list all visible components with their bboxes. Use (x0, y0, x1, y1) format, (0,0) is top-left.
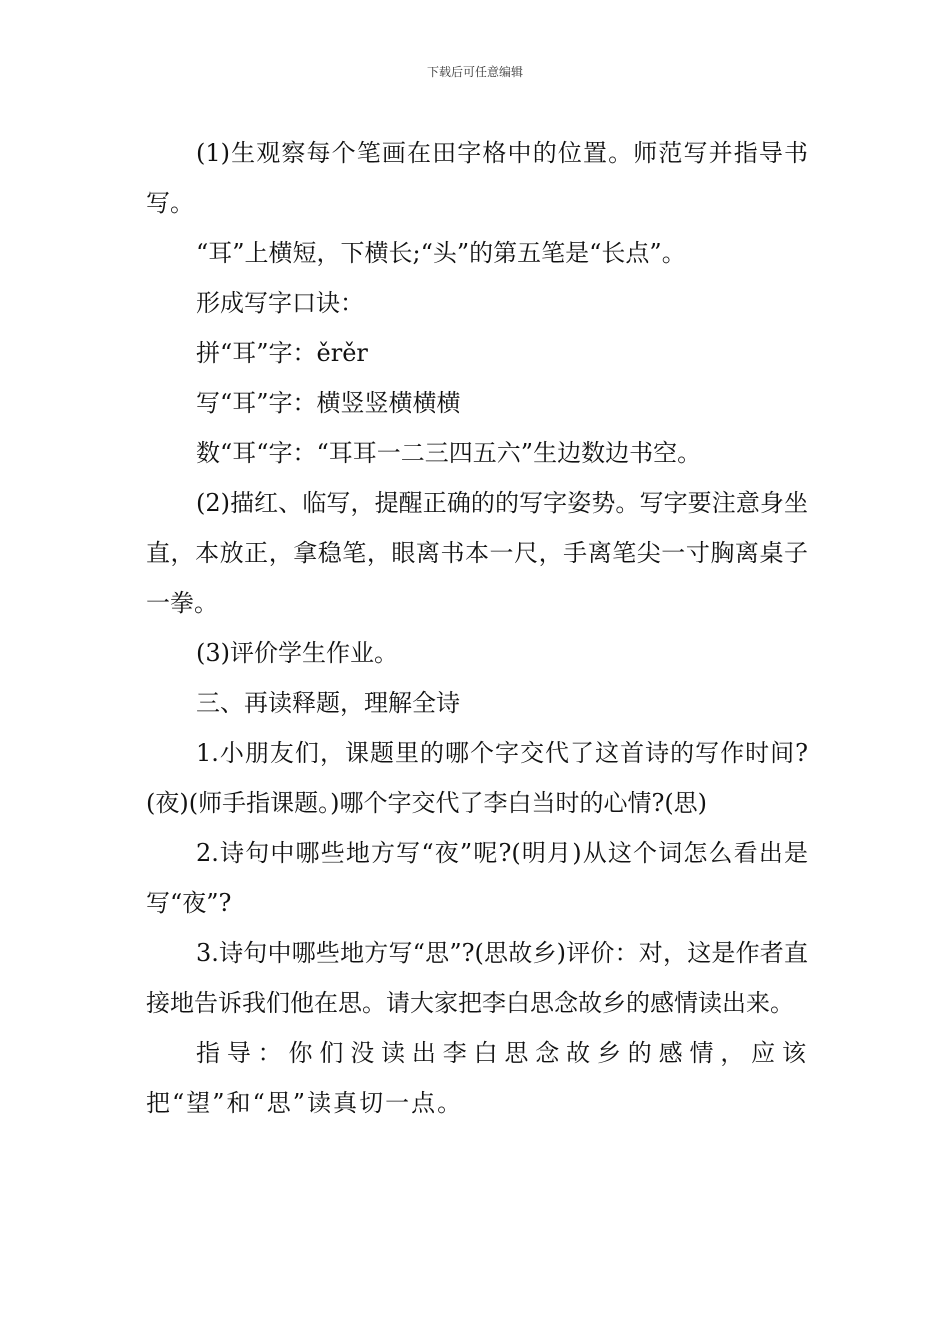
paragraph-count-er: 数“耳“字：“耳耳一二三四五六”生边数边书空。 (196, 439, 702, 467)
paragraph-mnemonic-heading: 形成写字口诀： (196, 289, 364, 317)
paragraph-write-er: 写“耳”字：横竖竖横横横 (196, 389, 461, 417)
paragraph-guidance: 指导：你们没读出李白思念故乡的感情，应该把“望”和“思”读真切一点。 (146, 1039, 808, 1117)
page-header-note: 下载后可任意编辑 (426, 65, 523, 79)
paragraph-question-3: 3.诗句中哪些地方写“思”?(思故乡)评价：对，这是作者直接地告诉我们他在思。请大家把李白思念故乡的感情读出来。 (146, 939, 808, 1017)
paragraph-tracing-posture: (2)描红、临写，提醒正确的的写字姿势。写字要注意身坐直，本放正，拿稳笔，眼离书本一尺，手离笔尖一寸胸离桌子一拳。 (146, 489, 808, 617)
paragraph-evaluate-work: (3)评价学生作业。 (196, 639, 398, 667)
paragraph-stroke-rules: “耳”上横短，下横长;“头”的第五笔是“长点”。 (196, 239, 686, 267)
section-heading-reread: 三、再读释题，理解全诗 (196, 689, 460, 717)
document-body (146, 128, 808, 1128)
paragraph-question-1: 1.小朋友们，课题里的哪个字交代了这首诗的写作时间?(夜)(师手指课题。)哪个字交代了李白当时的心情?(思) (146, 739, 808, 817)
paragraph-observe-strokes: (1)生观察每个笔画在田字格中的位置。师范写并指导书写。 (146, 139, 808, 217)
paragraph-question-2: 2.诗句中哪些地方写“夜”呢?(明月)从这个词怎么看出是写“夜”? (146, 839, 808, 917)
paragraph-spell-er: 拼“耳”字：ěrěr (196, 339, 368, 367)
